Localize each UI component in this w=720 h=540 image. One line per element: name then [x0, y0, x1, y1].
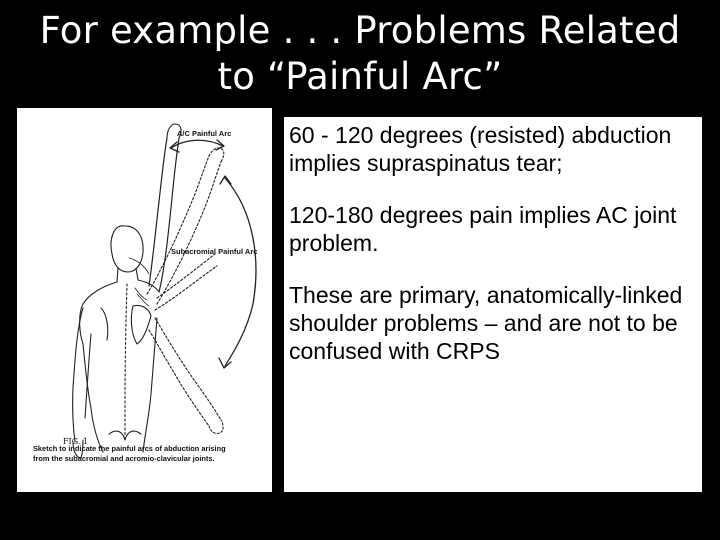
- text-panel: [284, 117, 702, 492]
- subacromial-arc-arrowhead-top: [220, 176, 231, 184]
- spine-line: [125, 284, 127, 436]
- figure-panel: [17, 108, 272, 492]
- arm-lowered-diagonal: [149, 318, 221, 426]
- subacromial-painful-arc: [225, 178, 256, 366]
- scapula-outline: [131, 305, 151, 344]
- raised-arm-overhead: [149, 138, 179, 292]
- torso-outline: [80, 282, 117, 452]
- figure-number: FIG. 1: [63, 437, 88, 446]
- title-line-2: to “Painful Arc”: [217, 55, 503, 98]
- head-outline: [111, 226, 143, 272]
- paragraph-supraspinatus: 60 - 120 degrees (resisted) abduction implies supraspinatus tear;: [289, 122, 672, 176]
- subacromial-arc-label: Subacromial Painful Arc: [171, 247, 258, 256]
- figure-caption: Sketch to indicate the painful arcs of abduction arising from the subacromial and acromio-clavicular joints.: [33, 444, 226, 463]
- ac-arc-label: A/C Painful Arc: [177, 129, 232, 138]
- left-arm-outline: [73, 308, 91, 442]
- paragraph-ac-joint: 120-180 degrees pain implies AC joint problem.: [289, 202, 677, 256]
- paragraph-crps: These are primary, anatomically-linked shoulder problems – and are not to be confused with CRPS: [289, 282, 683, 364]
- title-line-1: For example . . . Problems Related: [39, 9, 681, 52]
- shoulder-arc-sketch: [17, 108, 272, 492]
- raised-arm-diagonal: [147, 156, 221, 304]
- slide-title: [0, 8, 720, 100]
